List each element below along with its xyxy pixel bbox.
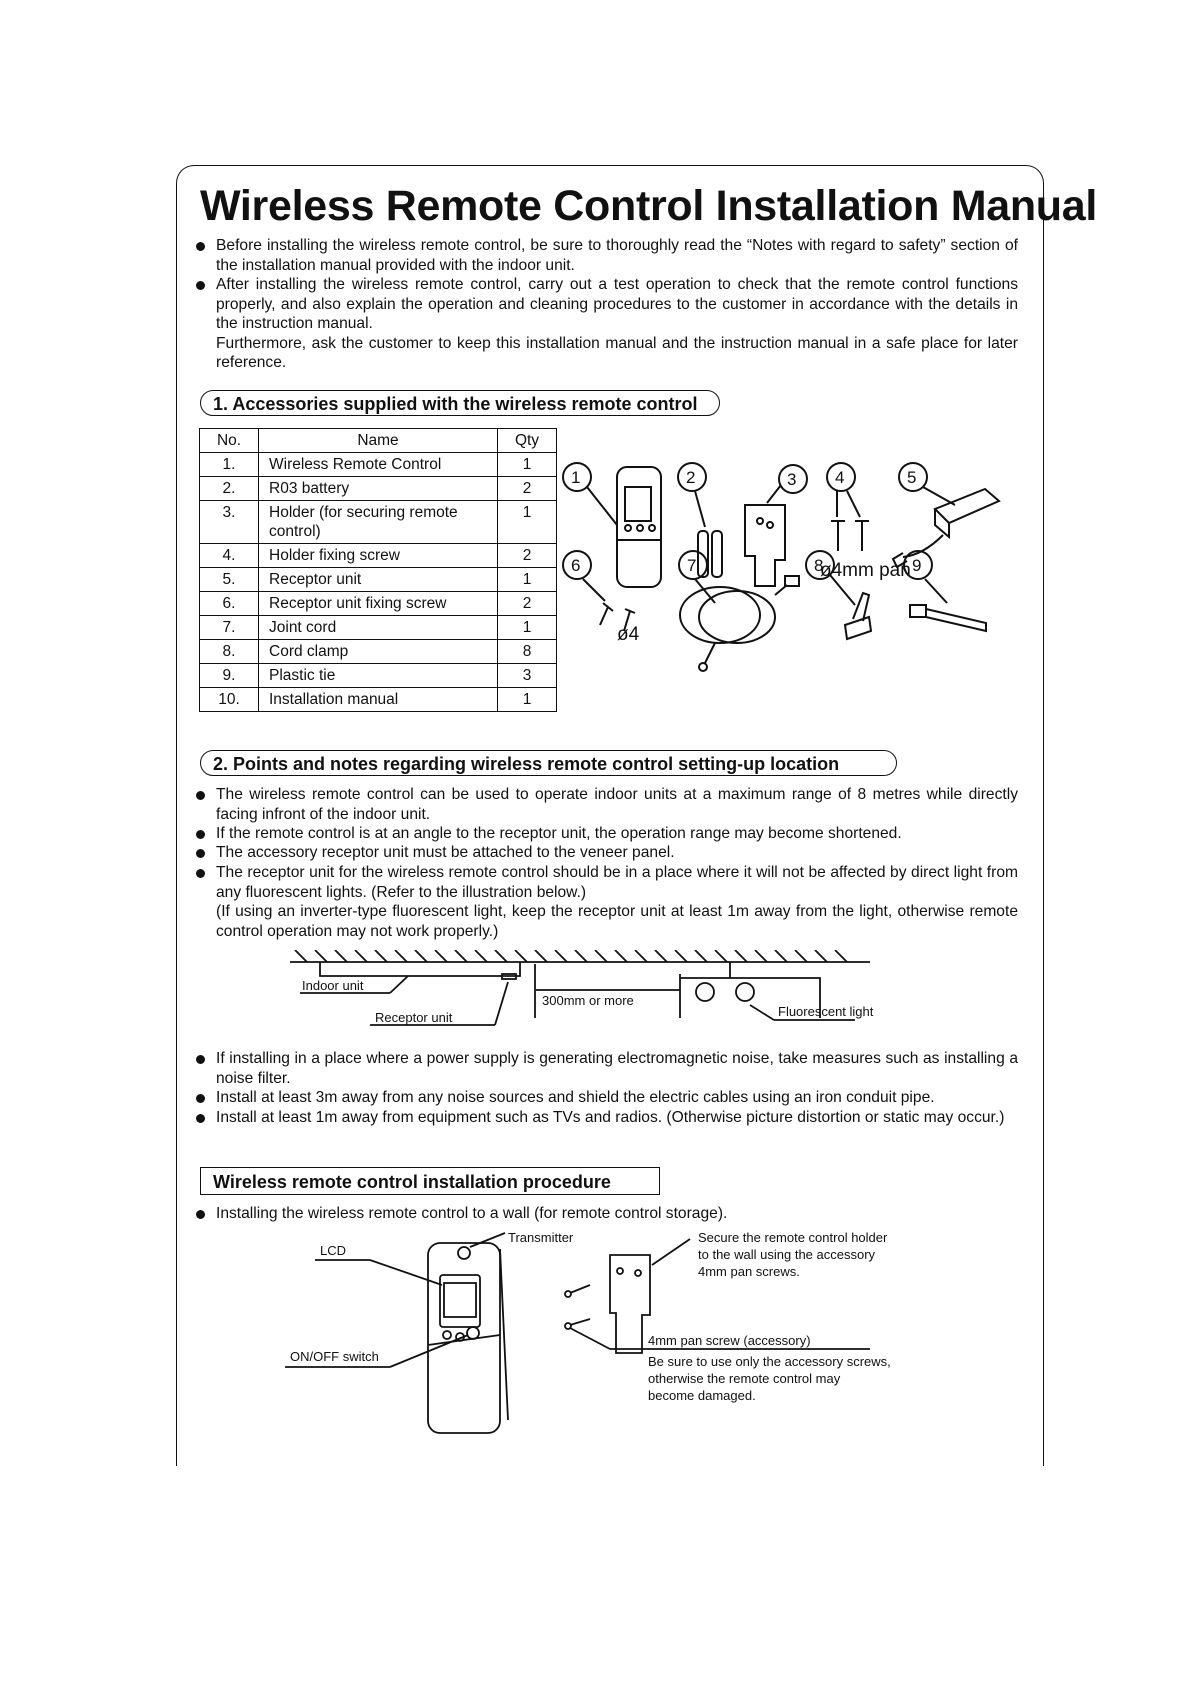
section2-bullet-5: If installing in a place where a power supply is generating electromagnetic noise, take measures such as installing a noise filter. xyxy=(196,1049,1018,1088)
light-tube-icon xyxy=(696,983,714,1001)
fluorescent-label: Fluorescent light xyxy=(778,1004,874,1019)
indoor-unit-label: Indoor unit xyxy=(302,978,364,993)
fig-num: 1 xyxy=(571,468,581,487)
bullet-icon xyxy=(196,791,205,800)
cell-no: 3. xyxy=(200,501,259,544)
holder-note-line: 4mm pan screws. xyxy=(698,1264,800,1279)
screw-icon xyxy=(600,603,613,625)
onoff-label: ON/OFF switch xyxy=(290,1349,379,1364)
cell-qty: 2 xyxy=(498,592,557,616)
section2-bullet-2: If the remote control is at an angle to the receptor unit, the operation range may become shortened. xyxy=(196,824,1018,844)
cell-name: Holder (for securing remote control) xyxy=(259,501,498,544)
bullet-icon xyxy=(196,830,205,839)
col-header-name: Name xyxy=(259,429,498,453)
receptor-unit-label: Receptor unit xyxy=(375,1010,453,1025)
fig-num: 6 xyxy=(571,556,581,575)
warning-line: Be sure to use only the accessory screws, xyxy=(648,1354,891,1369)
screw-icon xyxy=(855,521,869,551)
section-2-heading: 2. Points and notes regarding wireless remote control setting-up location xyxy=(200,750,897,776)
table-row xyxy=(200,568,557,592)
cell-name: R03 battery xyxy=(259,477,498,501)
cell-qty: 2 xyxy=(498,544,557,568)
bullet-icon xyxy=(196,1114,205,1123)
bullet-icon xyxy=(196,1210,205,1219)
procedure-heading: Wireless remote control installation procedure xyxy=(200,1167,660,1195)
holder-icon xyxy=(610,1255,650,1353)
fig-num: 9 xyxy=(912,556,922,575)
cell-qty: 8 xyxy=(498,640,557,664)
table-row xyxy=(200,616,557,640)
cell-name: Plastic tie xyxy=(259,664,498,688)
page-title: Wireless Remote Control Installation Manual xyxy=(200,182,1098,230)
screw-icon xyxy=(831,521,845,551)
table-row xyxy=(200,664,557,688)
cell-qty: 1 xyxy=(498,453,557,477)
indoor-unit-shape xyxy=(320,962,520,976)
accessories-illustration xyxy=(555,455,1030,720)
table-row xyxy=(200,640,557,664)
cell-no: 7. xyxy=(200,616,259,640)
cord-clamp-icon xyxy=(845,593,871,639)
distance-label: 300mm or more xyxy=(542,993,634,1008)
screw-icon xyxy=(570,1285,590,1325)
cell-no: 4. xyxy=(200,544,259,568)
bullet-icon xyxy=(196,242,205,251)
cell-qty: 2 xyxy=(498,477,557,501)
cell-qty: 1 xyxy=(498,568,557,592)
table-row xyxy=(200,592,557,616)
transmitter-label: Transmitter xyxy=(508,1230,574,1245)
screw4-label: ø4mm pan xyxy=(820,560,911,581)
cell-name: Cord clamp xyxy=(259,640,498,664)
fig-num: 3 xyxy=(787,470,797,489)
lcd-label: LCD xyxy=(320,1243,347,1258)
table-row xyxy=(200,688,557,712)
intro-bullet-1: Before installing the wireless remote control, be sure to thoroughly read the “Notes with regard to safety” section of the installation manual provided with the indoor unit. xyxy=(196,236,1018,275)
table-row xyxy=(200,501,557,544)
section2-bullet-4: The receptor unit for the wireless remote control should be in a place where it will not be affected by direct light from any fluorescent lights. (Refer to the illustration below.) (If using an inverter-type fluorescent light, keep the receptor unit at least 1m away from the light, otherwise remote control operation may not work properly.) xyxy=(196,863,1018,941)
cell-no: 6. xyxy=(200,592,259,616)
table-row xyxy=(200,544,557,568)
table-row xyxy=(200,477,557,501)
bullet-icon xyxy=(196,1055,205,1064)
cell-no: 5. xyxy=(200,568,259,592)
battery-icon xyxy=(712,531,722,577)
fig-num: 7 xyxy=(687,556,697,575)
warning-line: otherwise the remote control may xyxy=(648,1371,841,1386)
cell-name: Holder fixing screw xyxy=(259,544,498,568)
bullet-icon xyxy=(196,281,205,290)
fig-num: 8 xyxy=(814,556,824,575)
cell-name: Installation manual xyxy=(259,688,498,712)
fig-num: 4 xyxy=(835,468,845,487)
holder-note-line: to the wall using the accessory xyxy=(698,1247,876,1262)
section2-bullet-7: Install at least 1m away from equipment such as TVs and radios. (Otherwise picture distortion or static may occur.) xyxy=(196,1108,1018,1128)
section2-bullet-1: The wireless remote control can be used to operate indoor units at a maximum range of 8 metres while directly facing infront of the indoor unit. xyxy=(196,785,1018,824)
receptor-unit-icon xyxy=(935,489,999,523)
col-header-qty: Qty xyxy=(498,429,557,453)
cell-no: 1. xyxy=(200,453,259,477)
screw-label: 4mm pan screw (accessory) xyxy=(648,1333,811,1348)
table-row xyxy=(200,453,557,477)
joint-cord-icon xyxy=(680,587,760,643)
onoff-switch-icon xyxy=(467,1327,479,1339)
cell-no: 10. xyxy=(200,688,259,712)
bullet-icon xyxy=(196,1094,205,1103)
holder-icon xyxy=(745,505,785,586)
plastic-tie-icon xyxy=(910,605,986,631)
cell-qty: 1 xyxy=(498,501,557,544)
bullet-icon xyxy=(196,849,205,858)
bullet-icon xyxy=(196,869,205,878)
light-tube-icon xyxy=(736,983,754,1001)
cell-no: 8. xyxy=(200,640,259,664)
cell-qty: 1 xyxy=(498,616,557,640)
section2-bullet-6: Install at least 3m away from any noise sources and shield the electric cables using an iron conduit pipe. xyxy=(196,1088,1018,1108)
accessories-table xyxy=(199,428,557,712)
screw6-label: ø4 xyxy=(617,624,640,645)
warning-line: become damaged. xyxy=(648,1388,756,1403)
col-header-no: No. xyxy=(200,429,259,453)
holder-note-line: Secure the remote control holder xyxy=(698,1230,888,1245)
procedure-bullet: Installing the wireless remote control to a wall (for remote control storage). xyxy=(196,1204,1018,1224)
fluorescent-light-diagram xyxy=(290,950,880,1040)
cell-name: Receptor unit xyxy=(259,568,498,592)
cell-name: Joint cord xyxy=(259,616,498,640)
cell-qty: 1 xyxy=(498,688,557,712)
cell-name: Wireless Remote Control xyxy=(259,453,498,477)
fig-num: 2 xyxy=(686,468,696,487)
table-header-row xyxy=(200,429,557,453)
cell-no: 2. xyxy=(200,477,259,501)
transmitter-icon xyxy=(458,1247,470,1259)
intro-bullet-2: After installing the wireless remote control, carry out a test operation to check that the remote control functions properly, and also explain the operation and cleaning procedures to the customer in accordance with the details in the instruction manual. Furthermore, ask the customer to keep this installation manual and the instruction manual in a safe place for later reference. xyxy=(196,275,1018,373)
section2-bullet-3: The accessory receptor unit must be attached to the veneer panel. xyxy=(196,843,1018,863)
section-1-heading: 1. Accessories supplied with the wireless remote control xyxy=(200,390,720,416)
installation-illustration xyxy=(280,1225,930,1450)
cell-no: 9. xyxy=(200,664,259,688)
cell-qty: 3 xyxy=(498,664,557,688)
cell-name: Receptor unit fixing screw xyxy=(259,592,498,616)
fig-num: 5 xyxy=(907,468,917,487)
